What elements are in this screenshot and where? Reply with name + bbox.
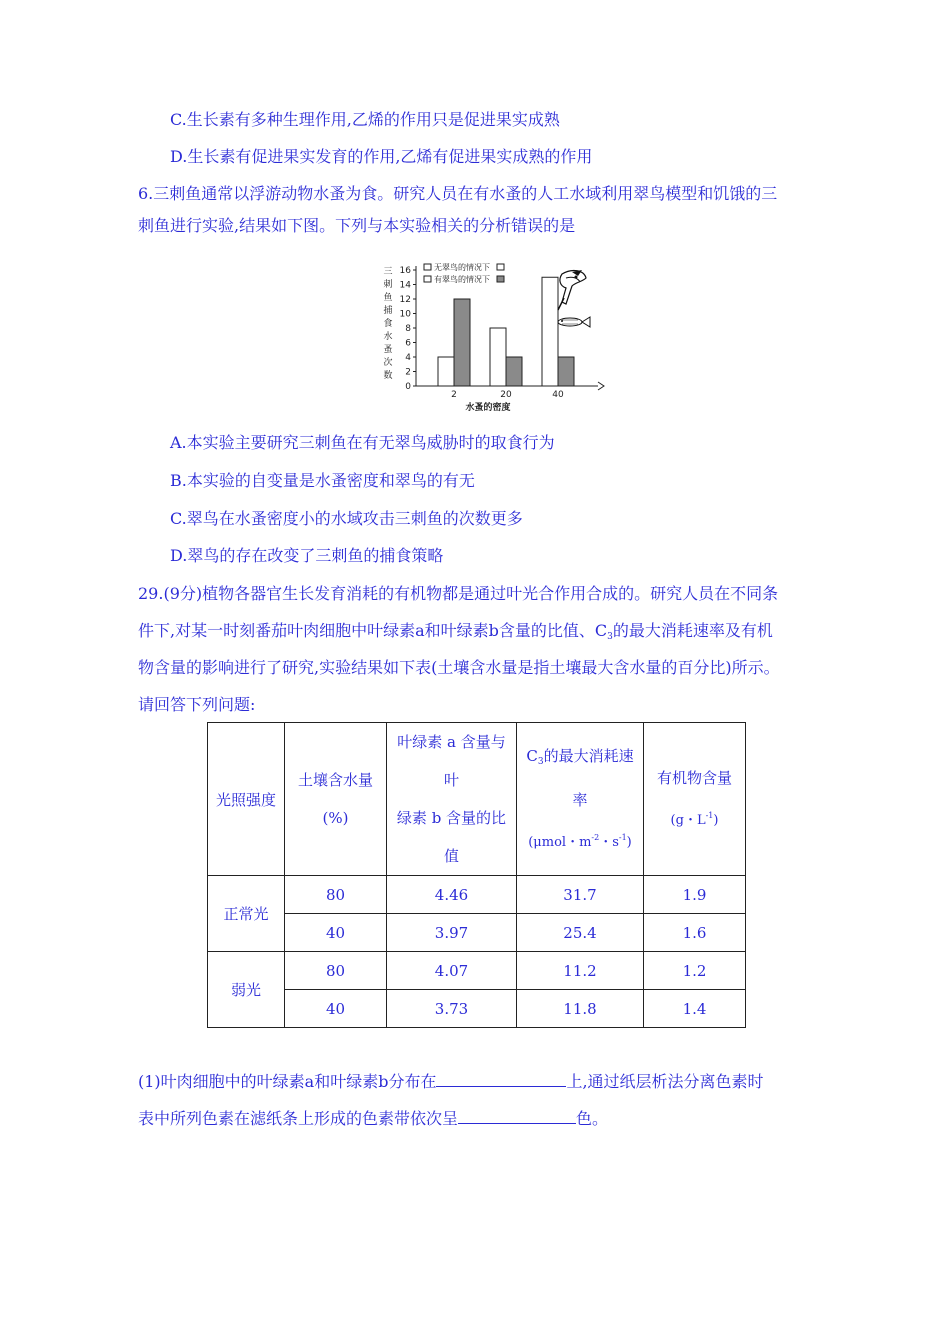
- y-axis-label-char-2: 刺: [383, 280, 393, 290]
- y-tick-label: 8: [405, 324, 411, 334]
- organic-unit-b: ): [713, 812, 719, 828]
- q6-stem-line2: 刺鱼进行实验,结果如下图。下列与本实验相关的分析错误的是: [138, 216, 576, 235]
- header-c3-post: 的最大消耗速: [543, 746, 634, 765]
- bar-no-kingfisher-2: [438, 357, 454, 386]
- q5-option-c: C.生长素有多种生理作用,乙烯的作用只是促进果实成熟: [170, 110, 560, 129]
- organic-unit-exp: -1: [705, 810, 714, 820]
- x-axis-arrow: [598, 382, 604, 390]
- header-c3-line2: 率: [572, 790, 588, 809]
- legend-label-with-kingfisher: 有翠鸟的情况下: [434, 275, 490, 284]
- q29-line2: [138, 620, 773, 648]
- header-soil-water: [285, 723, 387, 876]
- results-table: [207, 722, 746, 1028]
- y-axis-label-char-7: 蚤: [383, 345, 393, 355]
- q6-option-a: A.本实验主要研究三刺鱼在有无翠鸟威胁时的取食行为: [170, 433, 555, 452]
- y-axis-label: [383, 266, 392, 381]
- q29-sub1-line2: [138, 1108, 608, 1130]
- table-header-row: [208, 723, 746, 876]
- q29-line2-post: 的最大消耗速率及有机: [612, 621, 773, 640]
- c3-unit-b: ・s: [599, 834, 619, 850]
- table-cell: 3.97: [387, 914, 517, 952]
- q29-sub1-line2-post: 色。: [576, 1109, 609, 1128]
- header-ratio-line3: 绿素 b 含量的比: [396, 809, 507, 827]
- answer-blank-2[interactable]: [458, 1109, 576, 1124]
- y-axis-label-char-5: 食: [383, 319, 393, 329]
- y-axis-label-char-1: 三: [383, 267, 393, 277]
- table-cell: 40: [285, 990, 387, 1028]
- table-row: [208, 952, 746, 990]
- q6-option-c: C.翠鸟在水蚤密度小的水域攻击三刺鱼的次数更多: [170, 509, 523, 528]
- header-soil-water-line2: (%): [322, 809, 349, 827]
- q6-stem-line1: 6.三刺鱼通常以浮游动物水蚤为食。研究人员在有水蚤的人工水域利用翠鸟模型和饥饿的三: [138, 184, 778, 203]
- header-organic-unit: [644, 797, 745, 840]
- header-soil-water-line1: 土壤含水量: [297, 771, 373, 789]
- header-c3-unit: [517, 819, 643, 862]
- c3-unit-c: ): [626, 834, 632, 850]
- y-axis-label-char-9: 数: [383, 371, 393, 381]
- header-ratio-line1: 叶绿素 a 含量与: [397, 733, 506, 751]
- header-c3-c: C: [526, 746, 538, 765]
- y-tick-label: 14: [399, 280, 411, 291]
- x-tick-label: 40: [552, 390, 564, 400]
- header-organic-line1: 有机物含量: [656, 768, 732, 787]
- y-axis-label-char-6: 水: [383, 332, 393, 342]
- x-tick-label: 2: [451, 390, 457, 400]
- header-ratio-line4: 值: [443, 847, 459, 865]
- q29-line2-pre: 件下,对某一时刻番茄叶肉细胞中叶绿素a和叶绿素b含量的比值、C: [138, 621, 608, 640]
- y-tick-label: 6: [405, 338, 411, 349]
- q29-sub1-mid: 上,通过纸层析法分离色素时: [566, 1072, 764, 1091]
- header-light-intensity: 光照强度: [208, 723, 285, 876]
- q29-line3: 物含量的影响进行了研究,实验结果如下表(土壤含水量是指土壤最大含水量的百分比)所示。: [138, 658, 780, 677]
- header-ratio-line2: 叶: [443, 771, 459, 789]
- y-axis-label-char-3: 鱼: [383, 293, 393, 303]
- bar-with-kingfisher-40: [558, 357, 574, 386]
- y-tick-label: 0: [405, 382, 411, 392]
- bar-with-kingfisher-2: [454, 299, 470, 386]
- y-tick-label: 4: [405, 353, 411, 363]
- x-axis-label: 水蚤的密度: [465, 403, 511, 413]
- legend-swatch-with-kingfisher-outline: [424, 276, 431, 282]
- table-row: [208, 914, 746, 952]
- kingfisher-illustration: [558, 270, 586, 310]
- c3-unit-exp2: -1: [618, 832, 627, 842]
- table-cell: 1.6: [644, 914, 746, 952]
- table-row: [208, 876, 746, 914]
- header-c3-rate: [517, 723, 644, 876]
- c3-unit-a: (μmol・m: [528, 834, 592, 850]
- q29-line1: 29.(9分)植物各器官生长发育消耗的有机物都是通过叶光合作用合成的。研究人员在不同条: [138, 584, 779, 603]
- bar-no-kingfisher-20: [490, 328, 506, 386]
- legend-swatch-no-kingfisher: [424, 264, 431, 270]
- bar-with-kingfisher-20: [506, 357, 522, 386]
- header-chlorophyll-ratio: [387, 723, 517, 876]
- y-tick-label: 2: [405, 367, 411, 378]
- table-cell: 25.4: [517, 914, 644, 952]
- table-cell: 1.9: [644, 876, 746, 914]
- q29-line4: 请回答下列问题:: [138, 695, 256, 714]
- table-cell: 11.8: [517, 990, 644, 1028]
- y-axis-label-char-4: 捕: [383, 306, 393, 316]
- q29-sub1-line2-pre: 表中所列色素在滤纸条上形成的色素带依次呈: [138, 1109, 459, 1128]
- header-c3-sub: 3: [537, 756, 544, 767]
- q6-option-d: D.翠鸟的存在改变了三刺鱼的捕食策略: [170, 546, 444, 565]
- table-cell: 11.2: [517, 952, 644, 990]
- legend-swatch-no-kingfisher-2: [497, 264, 504, 270]
- q29-line2-sub: 3: [607, 632, 613, 642]
- x-tick-label: 20: [500, 390, 512, 400]
- table-cell: 1.2: [644, 952, 746, 990]
- table-cell: 3.73: [387, 990, 517, 1028]
- bar-no-kingfisher-40: [542, 277, 558, 386]
- q29-sub1-line1: [138, 1071, 764, 1093]
- y-axis-label-char-8: 次: [383, 358, 393, 368]
- legend-swatch-with-kingfisher: [497, 276, 504, 282]
- light-cell: 弱光: [208, 952, 285, 1028]
- y-tick-label: 10: [399, 309, 411, 320]
- table-cell: 31.7: [517, 876, 644, 914]
- q6-bar-chart: [380, 258, 610, 416]
- q29-sub1-pre: (1)叶肉细胞中的叶绿素a和叶绿素b分布在: [138, 1072, 437, 1091]
- table-cell: 4.46: [387, 876, 517, 914]
- fish-illustration: [558, 317, 590, 327]
- table-cell: 4.07: [387, 952, 517, 990]
- table-cell: 80: [285, 876, 387, 914]
- table-cell: 1.4: [644, 990, 746, 1028]
- answer-blank-1[interactable]: [436, 1072, 566, 1087]
- c3-unit-exp1: -2: [591, 832, 600, 842]
- y-tick-label: 12: [399, 295, 411, 305]
- table-cell: 80: [285, 952, 387, 990]
- q6-option-b: B.本实验的自变量是水蚤密度和翠鸟的有无: [170, 471, 475, 490]
- table-cell: 40: [285, 914, 387, 952]
- header-c3-line1: [517, 737, 643, 781]
- light-cell: 正常光: [208, 876, 285, 952]
- header-organic-content: [644, 723, 746, 876]
- y-tick-label: 16: [399, 266, 411, 276]
- table-row: [208, 990, 746, 1028]
- legend-label-no-kingfisher: 无翠鸟的情况下: [434, 263, 490, 272]
- organic-unit-a: (g・L: [670, 812, 706, 828]
- q5-option-d: D.生长素有促进果实发育的作用,乙烯有促进果实成熟的作用: [170, 147, 593, 166]
